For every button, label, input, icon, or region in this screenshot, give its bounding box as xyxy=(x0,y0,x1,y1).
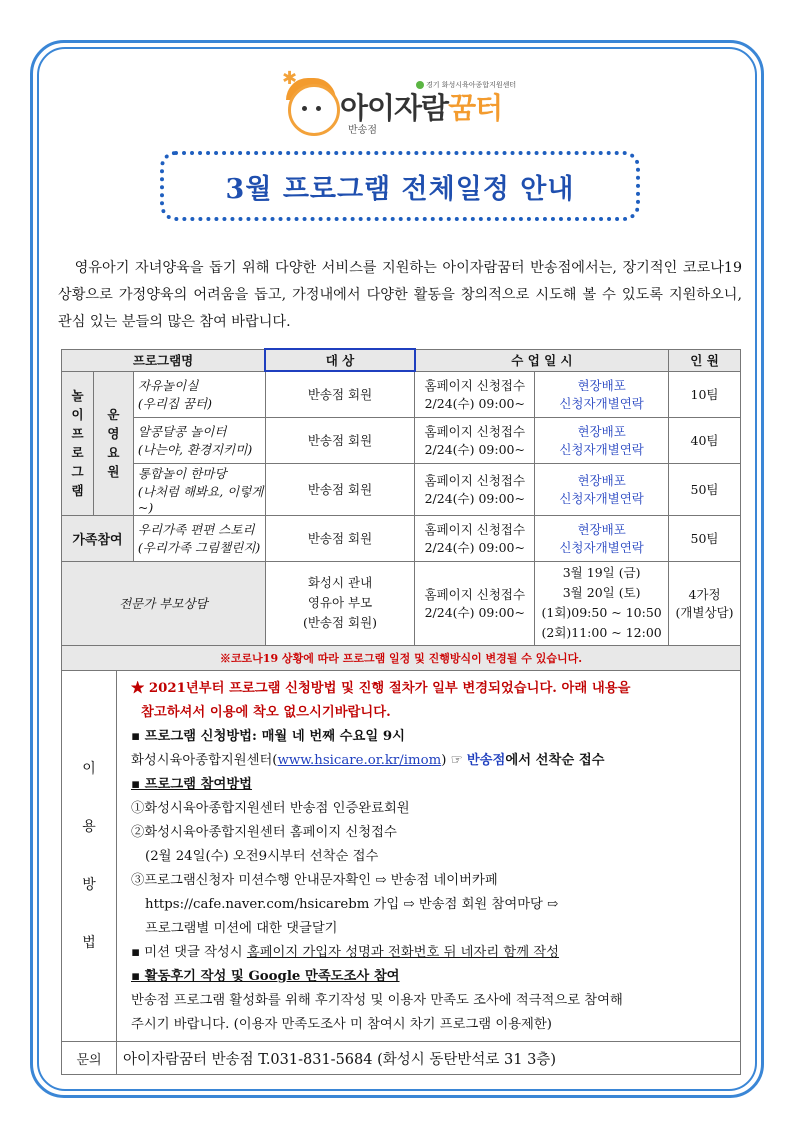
center-homepage-link[interactable]: www.hsicare.or.kr/imom xyxy=(277,753,442,768)
title-box xyxy=(160,151,640,221)
mission-line: ▪ 미션 댓글 작성시 홈페이지 가입자 성명과 전화번호 뒤 네자리 함께 작성 xyxy=(131,945,560,960)
apply-line: 화성시육아종합지원센터(www.hsicare.or.kr/imom) ☞ 반송점에서 선착순 접수 xyxy=(131,753,605,768)
logo-brand: 아이자람꿈터 xyxy=(340,91,503,125)
program-apply: 홈페이지 신청접수 2/24(수) 09:00~ xyxy=(415,463,535,515)
group-play-sub: 운 영 요 원 xyxy=(93,371,133,515)
logo-face-icon xyxy=(288,84,340,136)
header-target: 대 상 xyxy=(265,349,415,371)
program-times: 3월 19일 (금) 3월 20일 (토) (1회)09:50 ~ 10:50 (2회)11:00 ~ 12:00 xyxy=(535,561,669,645)
program-apply: 홈페이지 신청접수 2/24(수) 09:00~ xyxy=(415,371,535,417)
program-dist: 현장배포 신청자개별연락 xyxy=(535,371,669,417)
logo-center-name: 경기 화성시육아종합지원센터 xyxy=(416,80,516,90)
program-target: 반송점 회원 xyxy=(265,417,415,463)
header-program: 프로그램명 xyxy=(62,349,266,371)
program-name: 통합놀이 한마당 (나처럼 해봐요, 이렇게~) xyxy=(133,463,265,515)
review-title: ▪ 활동후기 작성 및 Google 만족도조사 참여 xyxy=(131,969,400,984)
logo xyxy=(282,68,528,138)
program-count: 10팀 xyxy=(669,371,741,417)
program-name: 우리가족 편편 스토리 (우리가족 그림챌린지) xyxy=(133,515,265,561)
program-count: 50팀 xyxy=(669,515,741,561)
group-family: 가족참여 xyxy=(62,515,134,561)
program-count: 40팀 xyxy=(669,417,741,463)
program-target: 반송점 회원 xyxy=(265,371,415,417)
usage-body: ★ 2021년부터 프로그램 신청방법 및 진행 절차가 일부 변경되었습니다. 아래 내용을 참고하셔서 이용에 착오 없으시기바랍니다. ▪ 프로그램 신청방법: 매월 네 번째 수요일 9시 화성시육아종합지원센터(www.hsicare.or.kr/imom) ☞ 반송점에서 선착순 접수 ▪ 프로그램 참여방법 ①화성시육아종합지원센터 반송점 인증완료회원 ②화성시육아종합지원센터 홈페이지 신청접수 (2월 24일(수) 오전9시부터 선착순 접수 ③프로그램신청자 미션수행 안내문자확인 ⇨ 반송점 네이버카페 https://cafe.naver.com/hsicarebm 가입 ⇨ 반송점 회원 참여마당 ⇨ 프로그램별 미션에 대한 댓글달기 ▪ 미션 댓글 작성시 홈페이지 가입자 성명과 전화번호 뒤 네자리 함께 작성 ▪ 활동후기 작성 및 Google 만족도조사 참여 반송점 프로그램 활성화를 위해 후기작성 및 이용자 만족도 조사에 적극적으로 참여해 주시기 바랍니다. (이용자 만족도조사 미 참여시 차기 프로그램 이용제한) xyxy=(117,671,741,1042)
logo-branch: 반송점 xyxy=(348,125,377,136)
program-dist: 현장배포 신청자개별연락 xyxy=(535,515,669,561)
program-dist: 현장배포 신청자개별연락 xyxy=(535,417,669,463)
usage-notice: ★ 2021년부터 프로그램 신청방법 및 진행 절차가 일부 변경되었습니다. 아래 내용을 xyxy=(131,681,631,696)
usage-label: 이 용 방 법 xyxy=(62,671,117,1042)
schedule-table xyxy=(61,348,741,671)
program-name: 알콩달콩 놀이터 (나는야, 환경지키미) xyxy=(133,417,265,463)
star-icon: ✱ xyxy=(282,68,298,89)
program-target: 반송점 회원 xyxy=(265,515,415,561)
contact-label: 문의 xyxy=(62,1042,117,1075)
program-count: 4가정 (개별상담) xyxy=(669,561,741,645)
program-name: 자유놀이실 (우리집 꿈터) xyxy=(133,371,265,417)
program-target: 반송점 회원 xyxy=(265,463,415,515)
program-apply: 홈페이지 신청접수 2/24(수) 09:00~ xyxy=(415,561,535,645)
header-count: 인 원 xyxy=(669,349,741,371)
header-date: 수 업 일 시 xyxy=(415,349,669,371)
program-apply: 홈페이지 신청접수 2/24(수) 09:00~ xyxy=(415,515,535,561)
schedule-note: ※코로나19 상황에 따라 프로그램 일정 및 진행방식이 변경될 수 있습니다. xyxy=(62,645,741,670)
program-apply: 홈페이지 신청접수 2/24(수) 09:00~ xyxy=(415,417,535,463)
program-dist: 현장배포 신청자개별연락 xyxy=(535,463,669,515)
naver-cafe-link[interactable]: https://cafe.naver.com/hsicarebm 가입 ⇨ 반송점 회원 참여마당 ⇨ xyxy=(145,897,559,912)
program-consult: 전문가 부모상담 xyxy=(62,561,266,645)
group-play: 놀 이 프 로 그 램 xyxy=(62,371,94,515)
join-title: ▪ 프로그램 참여방법 xyxy=(131,777,253,792)
page-title: 3월 프로그램 전체일정 안내 xyxy=(225,173,575,205)
contact-info: 아이자람꿈터 반송점 T.031-831-5684 (화성시 동탄반석로 31 3층) xyxy=(117,1042,741,1075)
program-count: 50팀 xyxy=(669,463,741,515)
intro-paragraph: 영유아기 자녀양육을 돕기 위해 다양한 서비스를 지원하는 아이자람꿈터 반송점에서는, 장기적인 코로나19 상황으로 가정양육의 어려움을 돕고, 가정내에서 다양한 활동을 창의적으로 시도해 볼 수 있도록 지원하오니, 관심 있는 분들의 많은 참여 바랍니다. xyxy=(58,260,742,330)
apply-title: ▪ 프로그램 신청방법: 매월 네 번째 수요일 9시 xyxy=(131,729,405,744)
usage-table xyxy=(61,670,741,1075)
program-target: 화성시 관내 영유아 부모 (반송점 회원) xyxy=(265,561,415,645)
